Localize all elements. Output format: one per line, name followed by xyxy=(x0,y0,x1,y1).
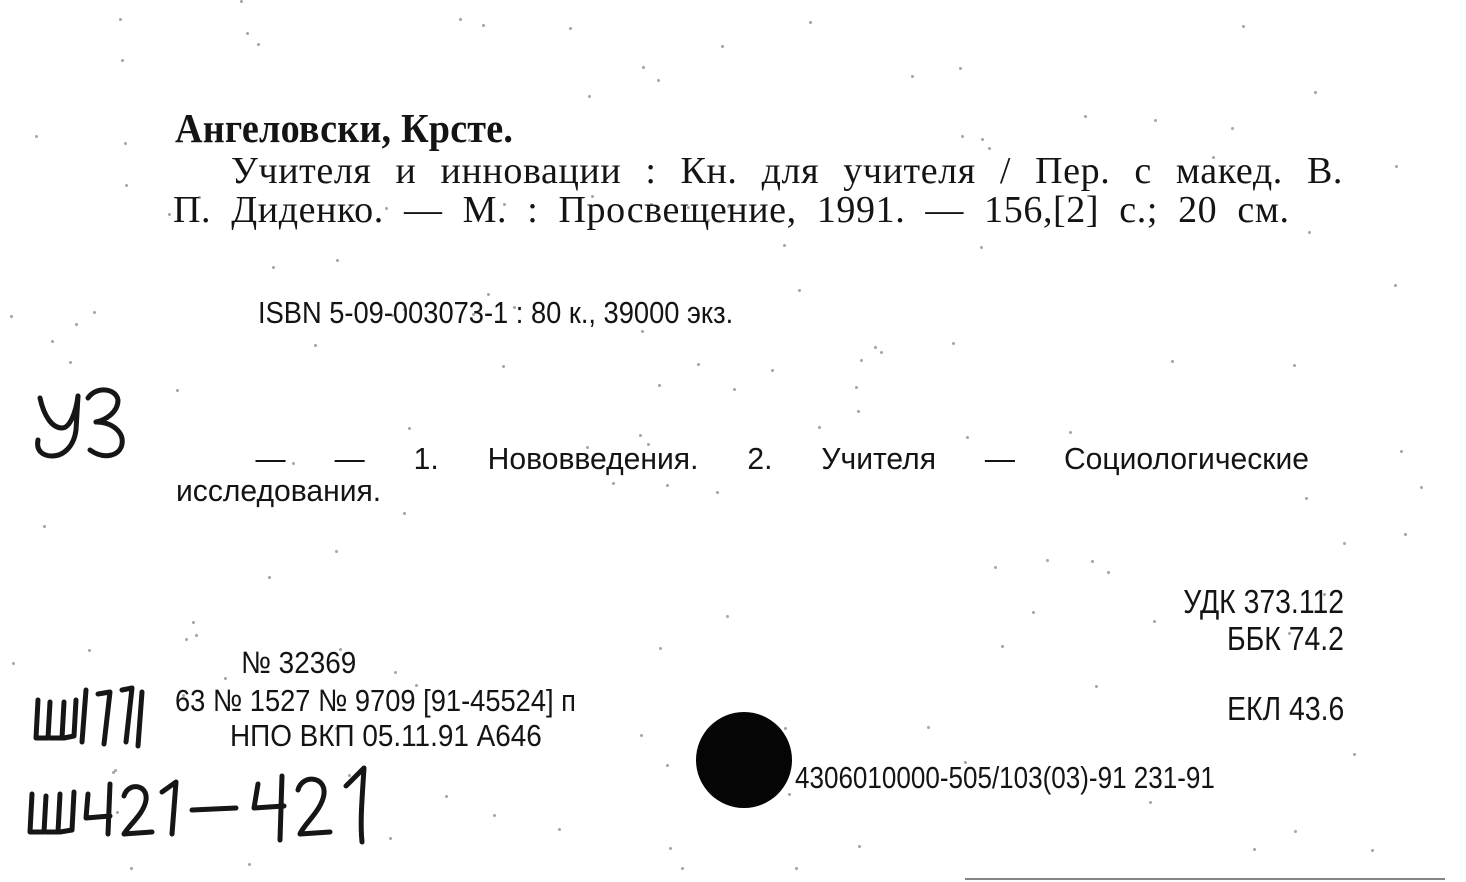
description-line-3: 156,[2] с.; 20 см. xyxy=(984,189,1290,231)
isbn-line: ISBN 5-09-003073-1 : 80 к., 39000 экз. xyxy=(258,295,734,330)
card-author: Ангеловски, Крсте. xyxy=(175,105,514,151)
ekl-code: ЕКЛ 43.6 xyxy=(1226,690,1344,727)
udk-code: УДК 373.112 xyxy=(1183,583,1344,620)
catalog-index-code: 4306010000-505/103(03)-91 231-91 xyxy=(795,760,1215,795)
description-line-1: Учителя и инновации : Кн. для учителя / Пер. с xyxy=(231,150,1152,192)
subject-line-1: — — 1. Нововведения. 2. Учителя — Социологические xyxy=(255,441,1309,476)
handwritten-author-mark-1 xyxy=(36,688,142,746)
print-info-line-1: 63 № 1527 № 9709 [91-45524] п xyxy=(175,683,576,718)
print-info-line-2: НПО ВКП 05.11.91 А646 xyxy=(230,718,542,753)
handwritten-author-mark-2 xyxy=(30,768,364,842)
bottom-edge-line xyxy=(965,878,1445,880)
subject-line-2: исследования. xyxy=(176,473,382,508)
inventory-number: № 32369 xyxy=(241,645,357,680)
handwritten-shelf-mark xyxy=(38,390,123,456)
bbk-code: ББК 74.2 xyxy=(1227,620,1344,657)
description-line-2: макед. В. П. Диденко. — М. : Просвещение, 1991. — xyxy=(173,150,1343,231)
